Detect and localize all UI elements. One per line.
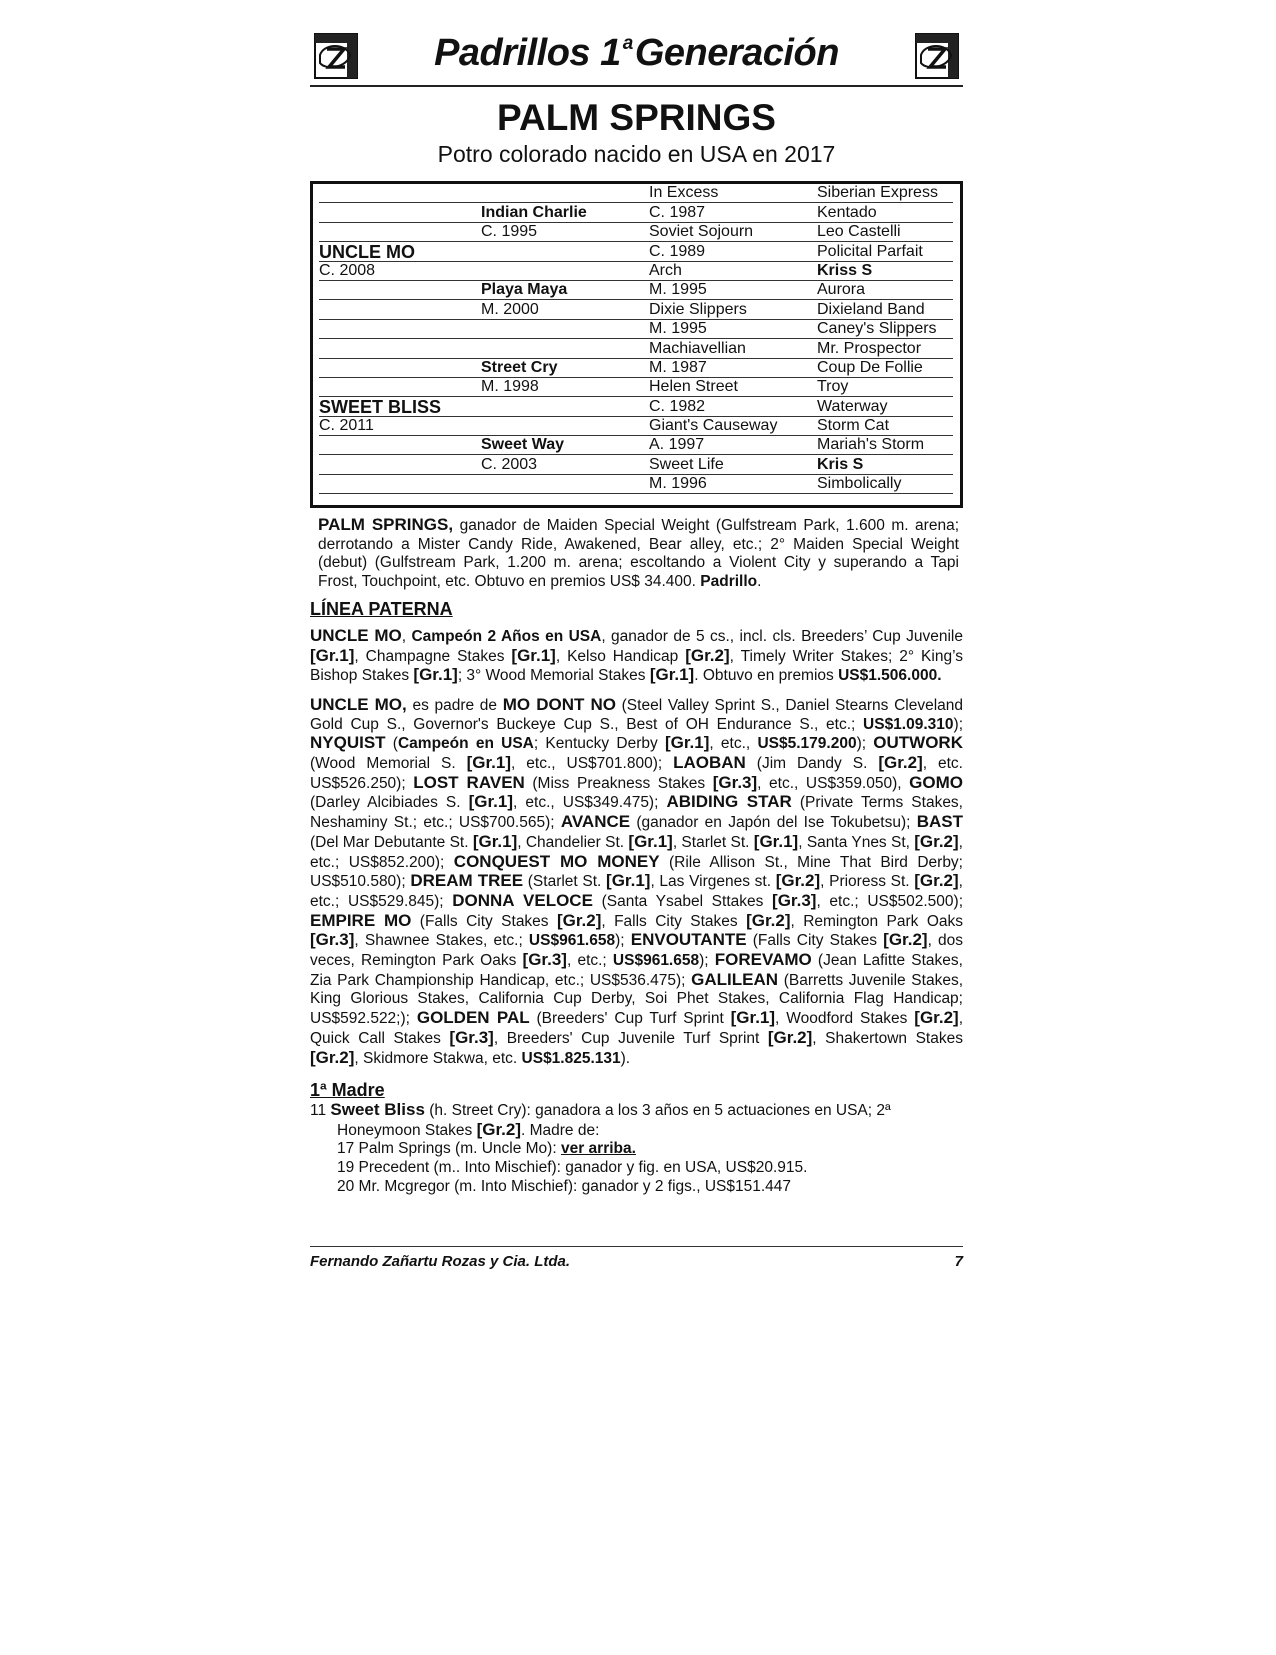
footer-company: Fernando Zañartu Rozas y Cia. Ltda.	[310, 1253, 571, 1270]
pedigree-cell: Policital Parfait	[817, 242, 953, 262]
pedigree-row	[313, 378, 960, 397]
pedigree-cell: Dixieland Band	[817, 300, 953, 320]
page-number: 7	[954, 1253, 963, 1270]
ver-arriba-link: ver arriba.	[560, 1140, 636, 1158]
pedigree-cell	[481, 416, 649, 436]
pedigree-cell	[319, 474, 481, 494]
pedigree-cell	[481, 261, 649, 281]
pedigree-cell: Coup De Follie	[817, 358, 953, 378]
pedigree-cell: Dixie Slippers	[649, 300, 817, 320]
page-footer	[310, 1246, 963, 1270]
pedigree-row	[313, 417, 960, 436]
pedigree-cell: Leo Castelli	[817, 222, 953, 242]
pedigree-cell: Waterway	[817, 397, 953, 417]
intro-paragraph: PALM SPRINGS, ganador de Maiden Special Weight (Gulfstream Park, 1.600 m. arena; derrotando a Mister Candy Ride, Awakened, Bear alley, etc.; 2° Maiden Special Weight (debut) (Gulfstream Park, 1.200 m. arena; escoltando a Violent City y superando a Tapi Frost, Touchpoint, etc. Obtuvo en premios US$ 34.400. Padrillo.	[318, 515, 959, 591]
pedigree-cell: Mariah's Storm	[817, 435, 953, 455]
produce-line: 19 Precedent (m.. Into Mischief): ganador y fig. en USA, US$20.915.	[337, 1159, 808, 1177]
pedigree-row	[313, 184, 960, 203]
pedigree-cell: Indian Charlie	[481, 203, 649, 223]
pedigree-cell	[319, 300, 481, 320]
pedigree-cell: Siberian Express	[817, 183, 953, 203]
pedigree-row	[313, 397, 960, 416]
page-title: Padrillos 1 $^a$Generación	[434, 32, 839, 74]
pedigree-cell: M. 1998	[481, 377, 649, 397]
pedigree-cell: Helen Street	[649, 377, 817, 397]
pedigree-cell	[481, 183, 649, 203]
pedigree-cell: C. 2008	[319, 261, 481, 281]
pedigree-cell: Street Cry	[481, 358, 649, 378]
pedigree-cell	[319, 435, 481, 455]
pedigree-cell: M. 1995	[649, 319, 817, 339]
pedigree-cell: UNCLE MO	[319, 242, 481, 262]
pedigree-cell: Sweet Life	[649, 455, 817, 475]
pedigree-row	[313, 300, 960, 319]
pedigree-cell: Sweet Way	[481, 435, 649, 455]
pedigree-cell: Playa Maya	[481, 280, 649, 300]
pedigree-cell	[319, 183, 481, 203]
uncle-mo-career-paragraph: UNCLE MO, Campeón 2 Años en USA, ganador de 5 cs., incl. cls. Breeders’ Cup Juvenile [Gr.1], Champagne Stakes [Gr.1], Kelso Handicap [Gr.2], Timely Writer Stakes; 2° King’s Bishop Stakes [Gr.1]; 3° Wood Memorial Stakes [Gr.1]. Obtuvo en premios US$1.506.000.	[310, 625, 963, 685]
pedigree-cell	[481, 339, 649, 359]
pedigree-row	[313, 339, 960, 358]
pedigree-cell: C. 2003	[481, 455, 649, 475]
pedigree-cell: C. 1982	[649, 397, 817, 417]
pedigree-cell: Kris S	[817, 455, 953, 475]
pedigree-row	[313, 436, 960, 455]
pedigree-cell: C. 1989	[649, 242, 817, 262]
pedigree-cell: M. 1987	[649, 358, 817, 378]
pedigree-cell: M. 1996	[649, 474, 817, 494]
pedigree-cell: A. 1997	[649, 435, 817, 455]
uncle-mo-progeny-paragraph: UNCLE MO, es padre de MO DONT NO (Steel Valley Sprint S., Daniel Stearns Cleveland Gold Cup S., Governor's Buckeye Cup S., Best of OH Endurance S., etc.; US$1.09.310); NYQUIST (Campeón en USA; Kentucky Derby [Gr.1], etc., US$5.179.200); OUTWORK (Wood Memorial S. [Gr.1], etc., US$701.800); LAOBAN (Jim Dandy S. [Gr.2], etc. US$526.250); LOST RAVEN (Miss Preakness Stakes [Gr.3], etc., US$359.050), GOMO (Darley Alcibiades S. [Gr.1], etc., US$349.475); ABIDING STAR (Private Terms Stakes, Neshaminy St.; etc.; US$700.565); AVANCE (ganador en Japón del Ise Tokubetsu); BAST (Del Mar Debutante St. [Gr.1], Chandelier St. [Gr.1], Starlet St. [Gr.1], Santa Ynes St, [Gr.2], etc.; US$852.200); CONQUEST MO MONEY (Rile Allison St., Mine That Bird Derby; US$510.580); DREAM TREE (Starlet St. [Gr.1], Las Virgenes st. [Gr.2], Prioress St. [Gr.2], etc.; US$529.845); DONNA VELOCE (Santa Ysabel Sttakes [Gr.3], etc.; US$502.500); EMPIRE MO (Falls City Stakes [Gr.2], Falls City Stakes [Gr.2], Remington Park Oaks [Gr.3], Shawnee Stakes, etc.; US$961.658); ENVOUTANTE (Falls City Stakes [Gr.2], dos veces, Remington Park Oaks [Gr.3], etc.; US$961.658); FOREVAMO (Jean Lafitte Stakes, Zia Park Championship Handicap, etc.; US$536.475); GALILEAN (Barretts Juvenile Stakes, King Glorious Stakes, California Cup Derby, Soi Phet Stakes, California Flag Handicap; US$592.522;); GOLDEN PAL (Breeders' Cup Turf Sprint [Gr.1], Woodford Stakes [Gr.2], Quick Call Stakes [Gr.3], Breeders' Cup Juvenile Turf Sprint [Gr.2], Shakertown Stakes [Gr.2], Skidmore Stakwa, etc. US$1.825.131).	[310, 694, 964, 1067]
pedigree-row	[313, 320, 960, 339]
pedigree-cell	[319, 377, 481, 397]
madre-section	[310, 1101, 963, 1196]
pedigree-cell	[319, 222, 481, 242]
madre-line: Honeymoon Stakes [Gr.2]. Madre de:	[337, 1119, 600, 1139]
pedigree-row	[313, 262, 960, 281]
pedigree-row	[313, 223, 960, 242]
pedigree-row	[313, 242, 960, 261]
pedigree-row	[313, 203, 960, 222]
pedigree-cell: Machiavellian	[649, 339, 817, 359]
pedigree-cell: M. 1995	[649, 280, 817, 300]
pedigree-cell: Troy	[817, 377, 953, 397]
pedigree-cell: M. 2000	[481, 300, 649, 320]
madre-line: 11 Sweet Bliss (h. Street Cry): ganadora a los 3 años en 5 actuaciones en USA; 2ª	[310, 1100, 891, 1120]
pedigree-cell	[319, 339, 481, 359]
pedigree-row	[313, 281, 960, 300]
document-page	[310, 30, 964, 1270]
pedigree-cell: C. 2011	[319, 416, 481, 436]
pedigree-cell: SWEET BLISS	[319, 397, 481, 417]
pedigree-cell	[319, 358, 481, 378]
zr-logo-icon	[915, 33, 959, 79]
pedigree-cell: Arch	[649, 261, 817, 281]
pedigree-row	[313, 475, 960, 494]
pedigree-table	[310, 181, 963, 508]
pedigree-cell	[481, 474, 649, 494]
pedigree-cell: C. 1995	[481, 222, 649, 242]
horse-subtitle: Potro colorado nacido en USA en 2017	[437, 141, 836, 167]
pedigree-cell: Giant's Causeway	[649, 416, 817, 436]
pedigree-cell: Storm Cat	[817, 416, 953, 436]
section-title-madre: 1ª Madre	[310, 1080, 385, 1101]
pedigree-cell: Caney's Slippers	[817, 319, 953, 339]
pedigree-cell: Aurora	[817, 280, 953, 300]
pedigree-cell: Mr. Prospector	[817, 339, 953, 359]
pedigree-cell	[319, 319, 481, 339]
pedigree-cell: Kriss S	[817, 261, 953, 281]
horse-name: PALM SPRINGS	[497, 97, 776, 138]
pedigree-cell	[481, 242, 649, 262]
pedigree-row	[313, 455, 960, 474]
produce-line: 17 Palm Springs (m. Uncle Mo): ver arriba.	[337, 1140, 636, 1158]
pedigree-cell: C. 1987	[649, 203, 817, 223]
pedigree-cell: Soviet Sojourn	[649, 222, 817, 242]
pedigree-cell: Kentado	[817, 203, 953, 223]
pedigree-cell: In Excess	[649, 183, 817, 203]
page-header	[310, 30, 963, 87]
pedigree-cell	[481, 319, 649, 339]
pedigree-row	[313, 359, 960, 378]
pedigree-cell	[481, 397, 649, 417]
pedigree-cell	[319, 203, 481, 223]
pedigree-cell: Simbolically	[817, 474, 953, 494]
pedigree-cell	[319, 455, 481, 475]
produce-line: 20 Mr. Mcgregor (m. Into Mischief): ganador y 2 figs., US$151.447	[337, 1177, 792, 1195]
section-title-linea-paterna: LÍNEA PATERNA	[310, 598, 453, 619]
pedigree-cell	[319, 280, 481, 300]
